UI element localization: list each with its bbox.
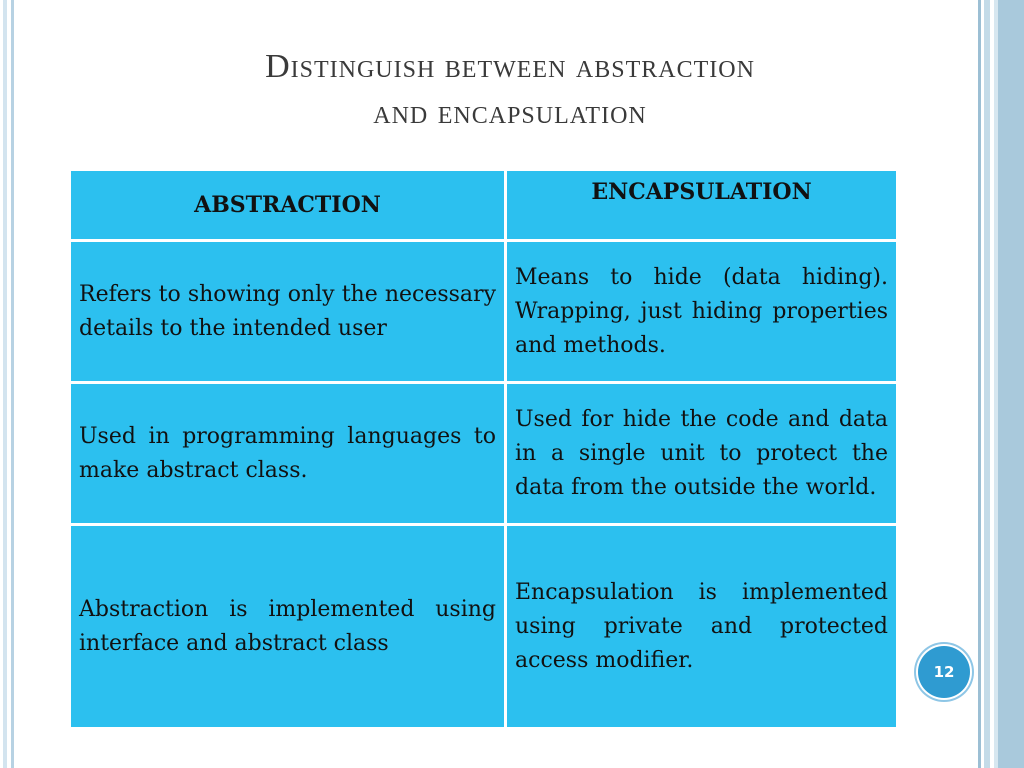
table-cell: Used in programming languages to make abstract class. <box>70 383 506 525</box>
slide-frame-left <box>0 0 14 768</box>
table-row <box>70 383 898 525</box>
slide-frame-right <box>976 0 1024 768</box>
table-cell: Encapsulation is implemented using private and protected access modifier. <box>506 525 898 729</box>
comparison-table <box>68 168 899 730</box>
table-cell: Abstraction is implemented using interface and abstract class <box>70 525 506 729</box>
table-header-row <box>70 170 898 241</box>
table-row <box>70 241 898 383</box>
table-cell: Means to hide (data hiding). Wrapping, just hiding properties and methods. <box>506 241 898 383</box>
header-abstraction: ABSTRACTION <box>70 170 506 241</box>
table-cell: Used for hide the code and data in a single unit to protect the data from the outside the world. <box>506 383 898 525</box>
table-cell: Refers to showing only the necessary details to the intended user <box>70 241 506 383</box>
page-number-badge <box>918 646 970 698</box>
page-number: 12 <box>933 663 955 681</box>
title-line-1: Distinguish between abstraction <box>265 48 755 85</box>
header-encapsulation: ENCAPSULATION <box>506 170 898 241</box>
slide-title <box>150 44 870 136</box>
table-row <box>70 525 898 729</box>
title-line-2: and encapsulation <box>373 94 647 131</box>
